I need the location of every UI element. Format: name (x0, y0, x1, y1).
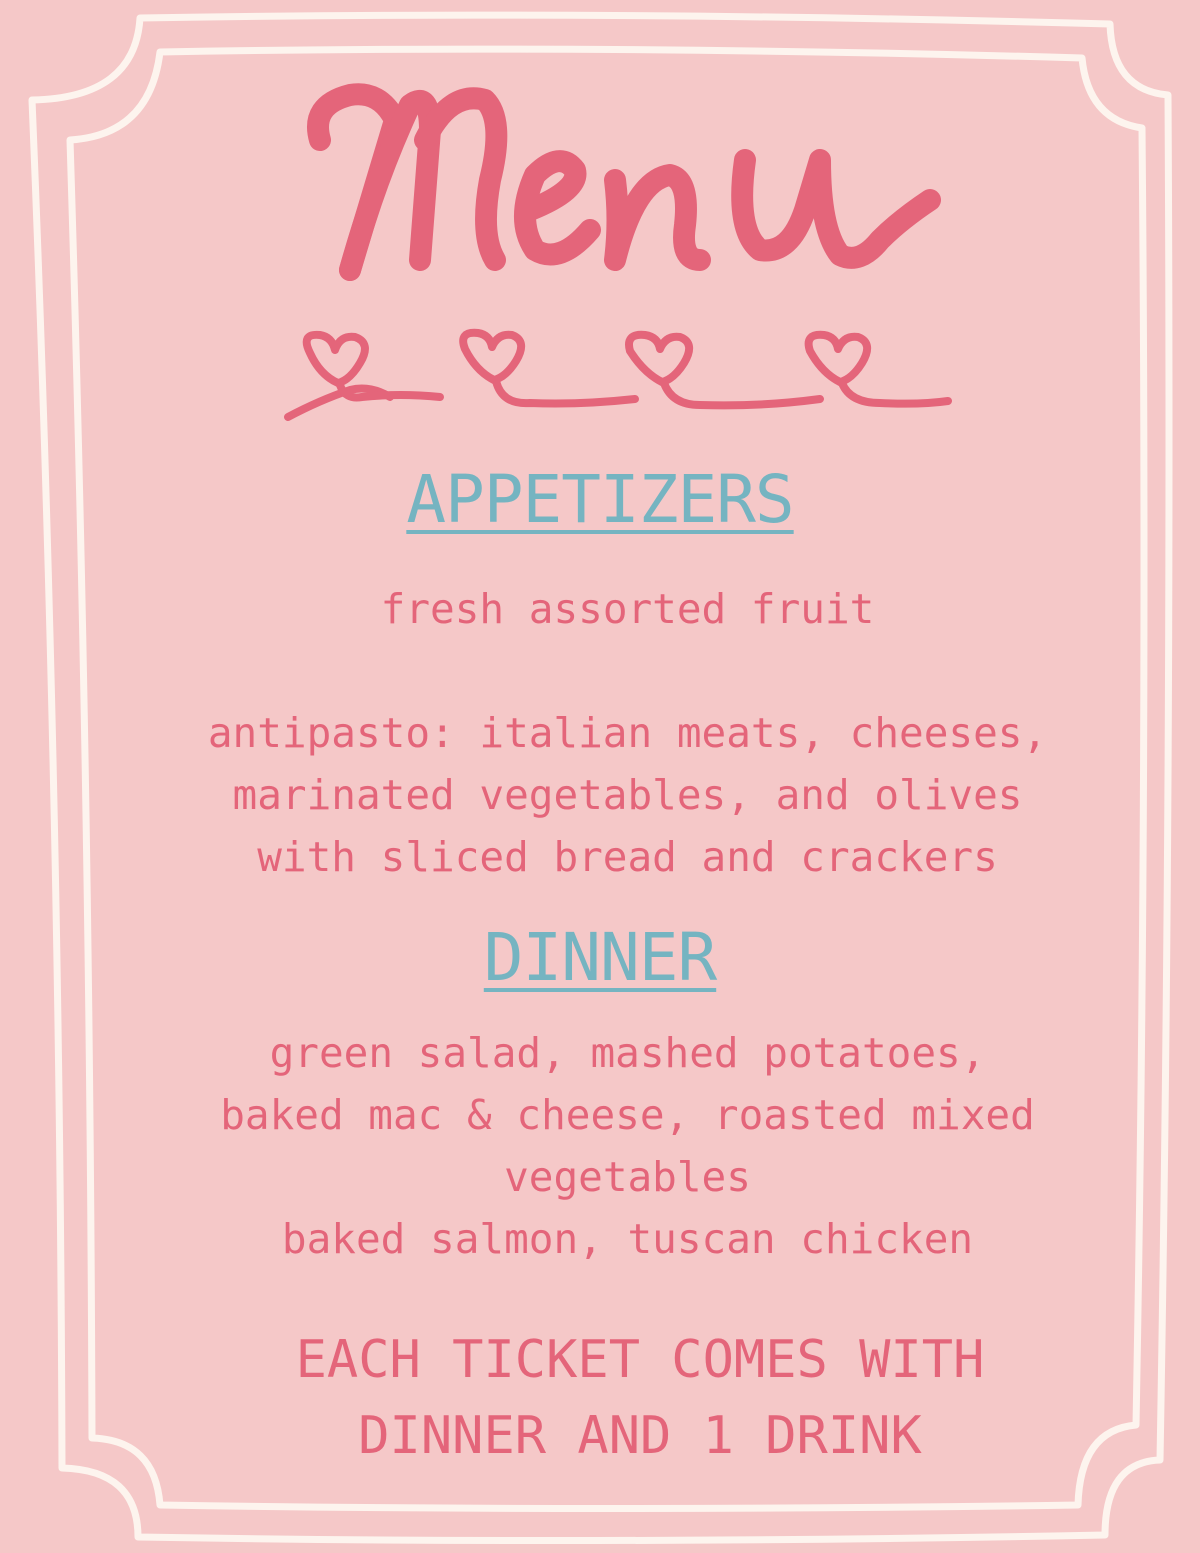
hearts-flourish (280, 325, 960, 425)
appetizer-item: antipasto: italian meats, cheeses, marinated vegetables, and olives with sliced bread and crackers (207, 709, 1048, 881)
dinner-heading: DINNER (483, 919, 717, 996)
appetizers-heading: APPETIZERS (406, 461, 794, 538)
appetizer-item: fresh assorted fruit (380, 585, 875, 633)
menu-title-logo (280, 60, 960, 320)
ticket-note: EACH TICKET COMES WITH DINNER AND 1 DRINK (295, 1330, 985, 1466)
dinner-items: green salad, mashed potatoes, baked mac & cheese, roasted mixed vegetables baked salmon, tuscan chicken (220, 1029, 1035, 1263)
